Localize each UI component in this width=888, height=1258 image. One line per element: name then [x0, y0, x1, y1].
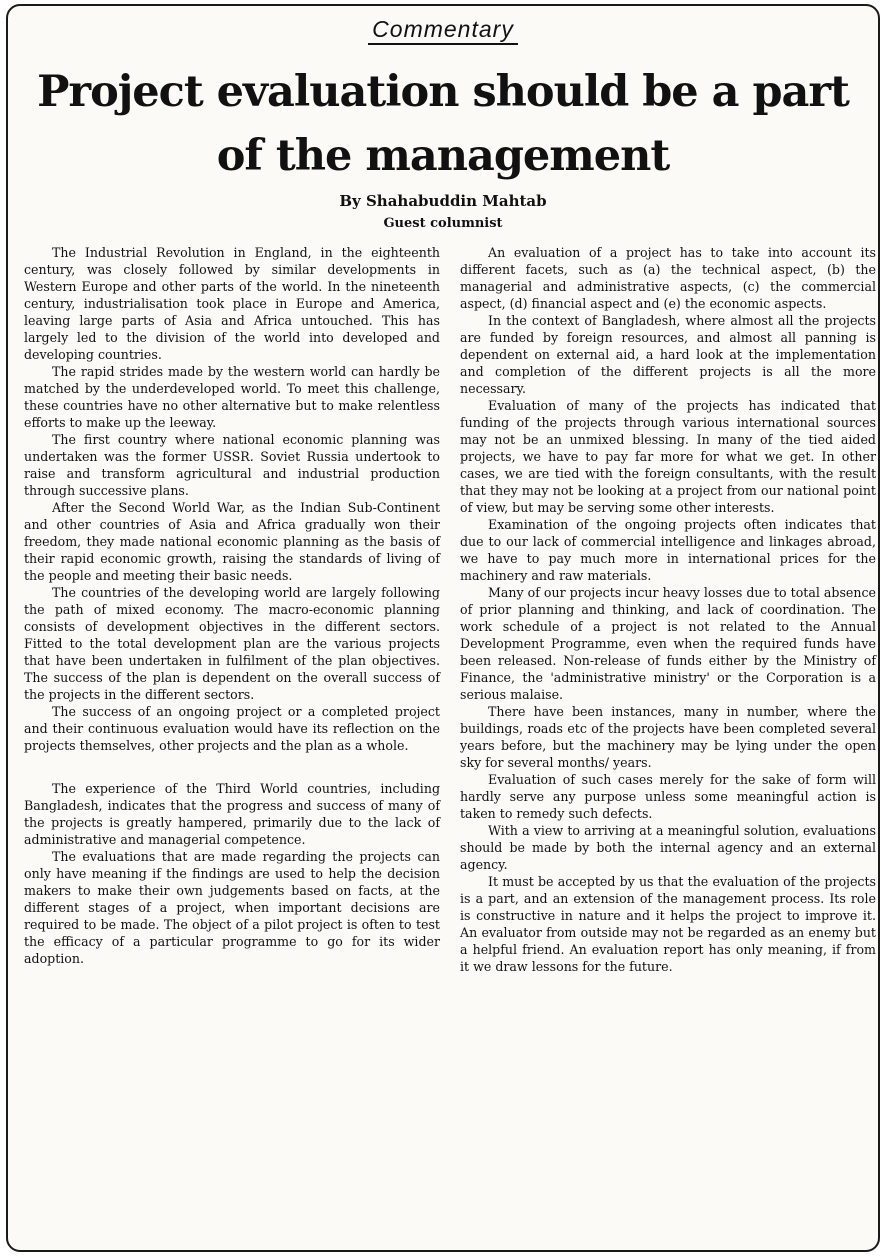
paragraph: Many of our projects incur heavy losses due to total absence of prior planning and thinking, and lack of coordination. The work schedule of a project is not related to the Annual Development Programme, even when the required funds have been released. Non-release of funds either by the Ministry of Finance, the 'administrative ministry' or the Corporation is a serious malaise.	[460, 585, 876, 702]
paragraph: The first country where national economic planning was undertaken was the former USSR. Soviet Russia undertook to raise and transform agricultural and industrial production through successive plans.	[24, 432, 440, 498]
paragraph: The countries of the developing world are largely following the path of mixed economy. The macro-economic planning consists of development objectives in the different sectors. Fitted to the total development plan are the various projects that have been undertaken in fulfilment of the plan objectives. The success of the plan is dependent on the overall success of the projects in the different sectors.	[24, 585, 440, 702]
left-column	[24, 244, 440, 967]
paragraph: The rapid strides made by the western world can hardly be matched by the underdeveloped world. To meet this challenge, these countries have no other alternative but to make relentless efforts to make up the leeway.	[24, 364, 440, 430]
paragraph: The experience of the Third World countries, including Bangladesh, indicates that the progress and success of many of the projects is greatly hampered, primarily due to the lack of administrative and managerial competence.	[24, 781, 440, 847]
paragraph: The success of an ongoing project or a completed project and their continuous evaluation would have its reflection on the projects themselves, other projects and the plan as a whole.	[24, 704, 440, 753]
paragraph: Evaluation of many of the projects has indicated that funding of the projects through various international sources may not be an unmixed blessing. In many of the tied aided projects, we have to pay far more for what we get. In other cases, we are tied with the foreign consultants, with the result that they may not be looking at a project from our national point of view, but may be serving some other interests.	[460, 398, 876, 515]
paragraph: The Industrial Revolution in England, in the eighteenth century, was closely followed by similar developments in Western Europe and other parts of the world. In the nineteenth century, industrialisation took place in Europe and America, leaving large parts of Asia and Africa untouched. This has largely led to the division of the world into developed and developing countries.	[24, 245, 440, 362]
paragraph: There have been instances, many in number, where the buildings, roads etc of the projects have been completed several years before, but the machinery may be lying under the open sky for several months/ years.	[460, 704, 876, 770]
article-headline: Project evaluation should be a part of the management	[37, 67, 849, 181]
article-frame	[6, 4, 880, 1252]
paragraph: The evaluations that are made regarding the projects can only have meaning if the findings are used to help the decision makers to make their own judgements based on facts, at the different stages of a project, when important decisions are required to be made. The object of a pilot project is often to test the efficacy of a particular programme to go for its wider adoption.	[24, 849, 440, 966]
paragraph: Examination of the ongoing projects often indicates that due to our lack of commercial intelligence and linkages abroad, we have to pay much more in international prices for the machinery and raw materials.	[460, 517, 876, 583]
byline: By Shahabuddin Mahtab	[339, 192, 547, 210]
right-column	[460, 244, 876, 975]
paragraph: An evaluation of a project has to take into account its different facets, such as (a) the technical aspect, (b) the managerial and administrative aspects, (c) the commercial aspect, (d) financial aspect and (e) the economic aspects.	[460, 245, 876, 311]
paragraph: Evaluation of such cases merely for the sake of form will hardly serve any purpose unless some meaningful action is taken to remedy such defects.	[460, 772, 876, 821]
paragraph: It must be accepted by us that the evaluation of the projects is a part, and an extension of the management process. Its role is constructive in nature and it helps the project to improve it. An evaluator from outside may not be regarded as an enemy but a helpful friend. An evaluation report has only meaning, if from it we draw lessons for the future.	[460, 874, 876, 974]
section-label: Commentary	[8, 16, 878, 43]
paragraph: In the context of Bangladesh, where almost all the projects are funded by foreign resources, and almost all panning is dependent on external aid, a hard look at the implementation and completion of the different projects is all the more necessary.	[460, 313, 876, 396]
paragraph: With a view to arriving at a meaningful solution, evaluations should be made by both the internal agency and an external agency.	[460, 823, 876, 872]
paragraph: After the Second World War, as the Indian Sub-Continent and other countries of Asia and Africa gradually won their freedom, they made national economic planning as the basis of their rapid economic growth, raising the standards of living of the people and meeting their basic needs.	[24, 500, 440, 583]
author-role: Guest columnist	[383, 216, 503, 231]
